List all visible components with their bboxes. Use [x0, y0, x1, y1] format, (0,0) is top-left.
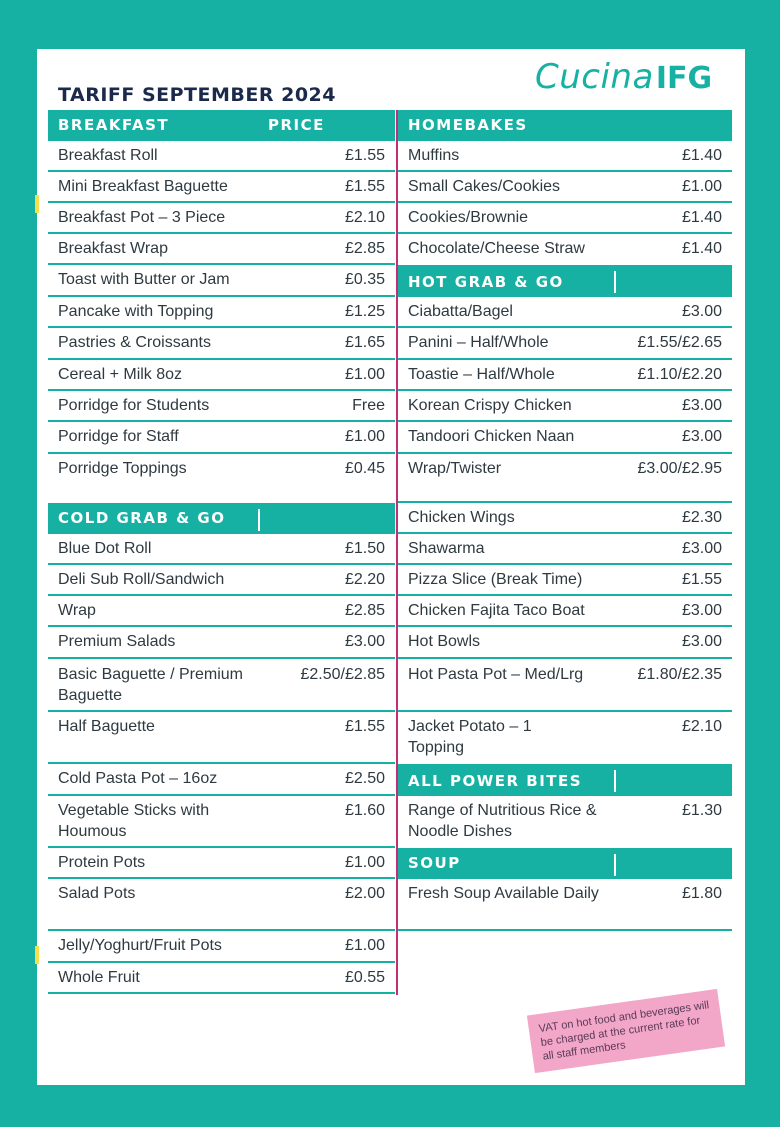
item-name: Pizza Slice (Break Time): [408, 571, 583, 588]
item-name: Porridge for Staff: [58, 428, 179, 445]
menu-row: [48, 931, 395, 963]
item-price: £1.55: [344, 178, 385, 195]
item-name: Pastries & Croissants: [58, 334, 211, 351]
menu-row: [398, 203, 732, 234]
item-name: Vegetable Sticks with Houmous: [58, 802, 210, 840]
item-name: Salad Pots: [58, 885, 136, 902]
menu-row: [398, 297, 732, 328]
item-price: £2.50/£2.85: [300, 666, 385, 683]
item-name: Toastie – Half/Whole: [408, 366, 555, 383]
menu-row: [48, 712, 395, 764]
item-name: Blue Dot Roll: [58, 540, 152, 557]
item-price: £0.55: [344, 969, 385, 986]
menu-row: [398, 328, 732, 360]
menu-row: [48, 141, 395, 172]
logo-script-text: Cucina: [535, 57, 654, 97]
item-name: Shawarma: [408, 540, 485, 557]
item-name: Chicken Fajita Taco Boat: [408, 602, 585, 619]
power-bites-header-label: ALL POWER BITES: [408, 772, 583, 790]
menu-row: [48, 879, 395, 931]
item-name: Panini – Half/Whole: [408, 334, 549, 351]
item-price: £1.00: [344, 854, 385, 871]
item-name: Toast with Butter or Jam: [58, 271, 230, 288]
item-price: £1.00: [344, 937, 385, 954]
item-price: £3.00: [681, 540, 722, 557]
item-name: Premium Salads: [58, 633, 176, 650]
homebakes-header-label: HOMEBAKES: [408, 116, 528, 134]
item-name: Whole Fruit: [58, 969, 140, 986]
item-name: Deli Sub Roll/Sandwich: [58, 571, 225, 588]
menu-row: [398, 659, 732, 712]
menu-row: [48, 360, 395, 391]
power-bites-header: [398, 764, 732, 796]
menu-row: [48, 422, 395, 454]
item-price: £1.80: [681, 885, 722, 902]
item-name: Breakfast Roll: [58, 147, 158, 164]
soup-header-label: SOUP: [408, 854, 461, 872]
menu-row: [398, 454, 732, 503]
edge-mark: [35, 195, 39, 213]
hot-grab-header-label: HOT GRAB & GO: [408, 273, 564, 291]
menu-row: [48, 627, 395, 659]
menu-row: [398, 422, 732, 454]
item-name: Cookies/Brownie: [408, 209, 529, 226]
item-price: £1.80/£2.35: [637, 666, 722, 683]
item-name: Small Cakes/Cookies: [408, 178, 561, 195]
menu-row: [398, 141, 732, 172]
menu-row: [48, 328, 395, 360]
item-name: Half Baguette: [58, 718, 155, 735]
header-tick: [614, 271, 616, 293]
cold-grab-header: [48, 503, 395, 534]
item-price: £2.30: [681, 509, 722, 526]
item-price: £3.00: [344, 633, 385, 650]
item-price: £3.00/£2.95: [637, 460, 722, 477]
item-price: £1.50: [344, 540, 385, 557]
menu-row: [398, 172, 732, 203]
item-price: £2.85: [344, 602, 385, 619]
menu-row: [398, 627, 732, 659]
menu-row: [398, 391, 732, 422]
item-name: Cold Pasta Pot – 16oz: [58, 770, 218, 787]
edge-mark: [35, 946, 39, 964]
item-name: Jelly/Yoghurt/Fruit Pots: [58, 937, 222, 954]
item-price: Free: [352, 397, 385, 414]
item-price: £2.85: [344, 240, 385, 257]
item-price: £1.10/£2.20: [637, 366, 722, 383]
menu-row: [48, 454, 395, 486]
menu-row: [398, 503, 732, 534]
hot-grab-header: [398, 265, 732, 297]
page-title: TARIFF SEPTEMBER 2024: [58, 84, 336, 106]
item-name: Protein Pots: [58, 854, 146, 871]
header-tick: [614, 854, 616, 876]
logo-bold-text: IFG: [655, 61, 713, 96]
cucina-ifg-logo: [535, 57, 712, 97]
menu-row: [398, 596, 732, 627]
price-column-header: PRICE: [268, 116, 325, 134]
menu-row: [48, 764, 395, 796]
item-price: £3.00: [681, 397, 722, 414]
item-price: £1.00: [344, 366, 385, 383]
item-price: £2.10: [344, 209, 385, 226]
menu-row: [398, 565, 732, 596]
item-name: Wrap: [58, 602, 96, 619]
menu-row: [398, 534, 732, 565]
item-price: £1.00: [344, 428, 385, 445]
item-price: £1.25: [344, 303, 385, 320]
item-price: £1.55/£2.65: [637, 334, 722, 351]
item-name: Mini Breakfast Baguette: [58, 178, 228, 195]
item-name: Cereal + Milk 8oz: [58, 366, 183, 383]
item-name: Pancake with Topping: [58, 303, 214, 320]
menu-row: [48, 963, 395, 994]
soup-header: [398, 848, 732, 879]
item-name: Korean Crispy Chicken: [408, 397, 572, 414]
item-name: Porridge Toppings: [58, 460, 187, 477]
menu-row: [48, 596, 395, 627]
item-name: Basic Baguette / Premium Baguette: [58, 666, 243, 704]
item-price: £2.10: [681, 718, 722, 735]
menu-row: [398, 234, 732, 265]
menu-row: [48, 565, 395, 596]
item-name: Porridge for Students: [58, 397, 210, 414]
item-name: Breakfast Pot – 3 Piece: [58, 209, 226, 226]
item-name: Ciabatta/Bagel: [408, 303, 513, 320]
header-tick: [258, 509, 260, 531]
item-price: £1.55: [681, 571, 722, 588]
item-name: Hot Pasta Pot – Med/Lrg: [408, 666, 584, 683]
menu-row: [48, 659, 395, 712]
item-price: £3.00: [681, 602, 722, 619]
vat-note: VAT on hot food and beverages will be charged at the current rate for all staff members: [527, 989, 725, 1073]
item-name: Chicken Wings: [408, 509, 515, 526]
item-price: £1.40: [681, 147, 722, 164]
item-price: £1.00: [681, 178, 722, 195]
item-name: Chocolate/Cheese Straw: [408, 240, 585, 257]
item-name: Jacket Potato – 1 Topping: [408, 718, 532, 756]
menu-row: [398, 879, 732, 931]
item-price: £1.55: [344, 718, 385, 735]
menu-row: [48, 796, 395, 848]
item-price: £1.30: [681, 802, 722, 819]
menu-row: [48, 848, 395, 879]
homebakes-header: [398, 110, 732, 141]
breakfast-header: [48, 110, 395, 141]
cold-grab-header-label: COLD GRAB & GO: [58, 509, 226, 527]
menu-row: [48, 297, 395, 328]
item-name: Breakfast Wrap: [58, 240, 168, 257]
menu-row: [398, 796, 732, 848]
item-price: £3.00: [681, 428, 722, 445]
menu-row: [398, 712, 732, 764]
item-price: £2.50: [344, 770, 385, 787]
item-price: £3.00: [681, 303, 722, 320]
item-price: £1.60: [344, 802, 385, 819]
item-price: £1.40: [681, 209, 722, 226]
item-price: £2.00: [344, 885, 385, 902]
item-name: Muffins: [408, 147, 460, 164]
menu-row: [48, 203, 395, 234]
item-price: £0.35: [344, 271, 385, 288]
item-name: Range of Nutritious Rice & Noodle Dishes: [408, 802, 597, 840]
item-name: Tandoori Chicken Naan: [408, 428, 575, 445]
header-tick: [614, 770, 616, 792]
item-name: Fresh Soup Available Daily: [408, 885, 599, 902]
menu-row: [48, 234, 395, 265]
menu-row: [48, 265, 395, 297]
menu-row: [48, 172, 395, 203]
item-price: £1.55: [344, 147, 385, 164]
breakfast-header-label: BREAKFAST: [58, 116, 170, 134]
item-price: £3.00: [681, 633, 722, 650]
item-price: £1.40: [681, 240, 722, 257]
item-price: £0.45: [344, 460, 385, 477]
item-price: £2.20: [344, 571, 385, 588]
menu-row: [398, 360, 732, 391]
item-name: Hot Bowls: [408, 633, 481, 650]
menu-row: [48, 391, 395, 422]
item-name: Wrap/Twister: [408, 460, 502, 477]
item-price: £1.65: [344, 334, 385, 351]
menu-row: [48, 534, 395, 565]
